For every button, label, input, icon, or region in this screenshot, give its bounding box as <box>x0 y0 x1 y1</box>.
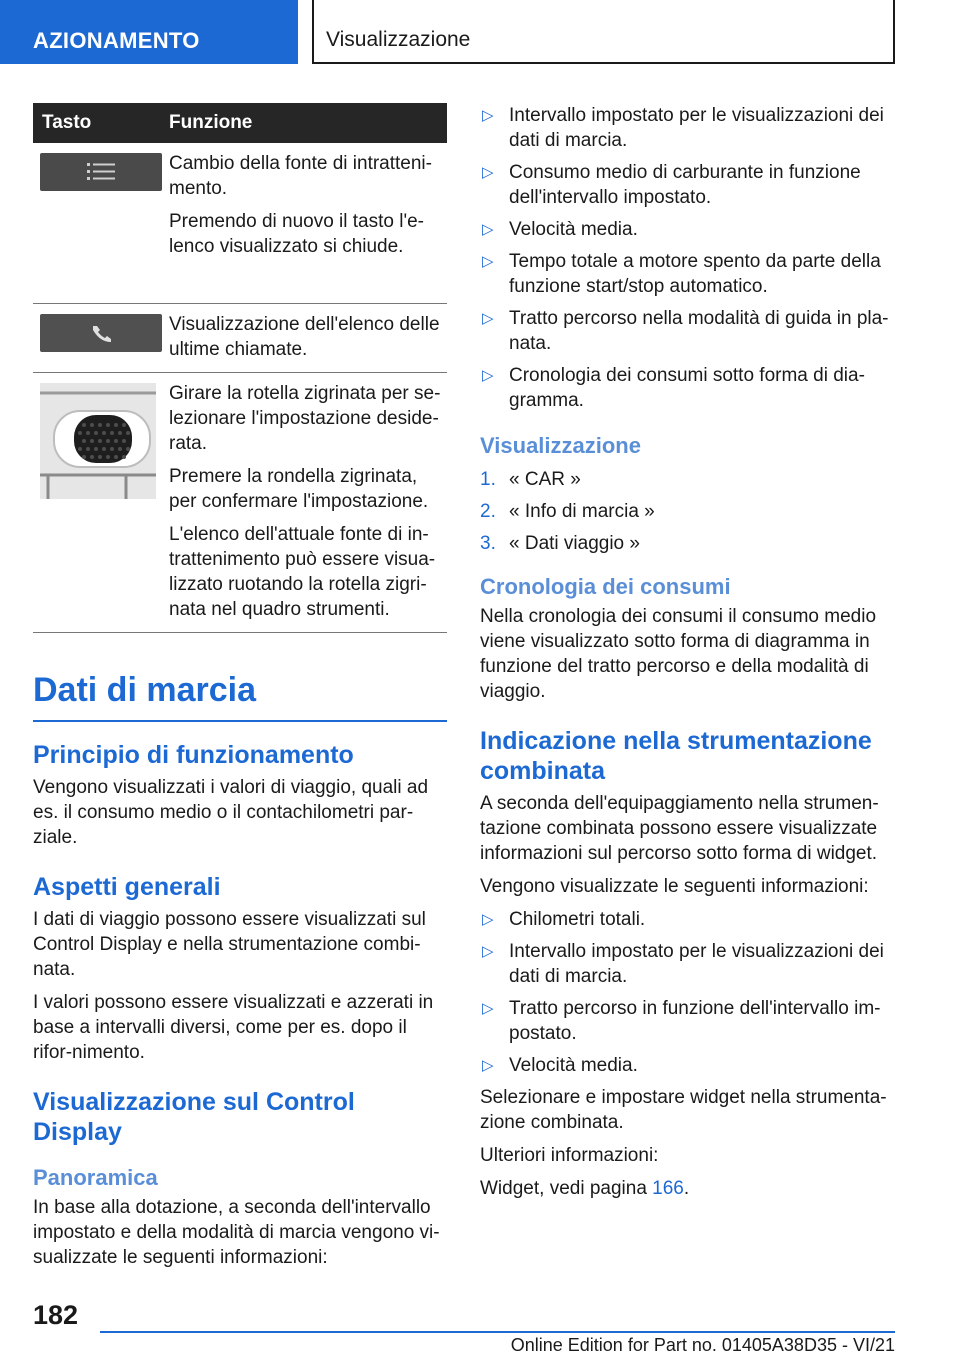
chapter-tab <box>312 0 895 64</box>
list-item: ▷ Tratto percorso in funzione dell'intervallo im-postato. <box>482 998 881 1044</box>
heading-cronologia: Cronologia dei consumi <box>480 574 731 599</box>
paragraph-indicazione-2: Vengono visualizzate le seguenti informazioni: <box>480 876 869 897</box>
table-row <box>33 143 447 303</box>
paragraph-aspetti-1: I dati di viaggio possono essere visualizzati sul Control Display e nella strumentazione combi-nata. <box>33 908 426 980</box>
table-row <box>33 303 447 372</box>
page-number: 182 <box>33 1300 79 1330</box>
triangle-bullet-icon: ▷ <box>482 1057 494 1074</box>
info-list <box>480 103 895 413</box>
paragraph-widget-ref: Widget, vedi pagina 166. <box>480 1178 690 1199</box>
paragraph-panoramica: In base alla dotazione, a seconda dell'intervallo impostato e della modalità di marcia vengono vi-sualizzate le seguenti informazioni: <box>33 1196 440 1268</box>
table-row <box>33 372 447 632</box>
heading-aspetti: Aspetti generali <box>33 872 221 901</box>
chapter-title: Visualizzazione <box>326 28 471 51</box>
list-item: ▷ Velocità media. <box>482 1055 638 1076</box>
section-tab <box>0 0 298 64</box>
triangle-bullet-icon: ▷ <box>482 1000 494 1017</box>
step-item: 2. « Info di marcia » <box>480 501 655 522</box>
heading-indicazione: Indicazione nella strumentazione combinata <box>480 727 872 785</box>
heading-divider <box>33 720 447 722</box>
section-title: AZIONAMENTO <box>33 28 200 53</box>
knurled-wheel-image <box>40 383 156 499</box>
triangle-bullet-icon: ▷ <box>482 164 494 181</box>
phone-icon <box>40 314 162 352</box>
triangle-bullet-icon: ▷ <box>482 107 494 124</box>
page-link[interactable]: 166 <box>652 1178 684 1199</box>
list-item: ▷ Intervallo impostato per le visualizzazioni dei dati di marcia. <box>482 105 884 151</box>
triangle-bullet-icon: ▷ <box>482 943 494 960</box>
list-icon <box>40 153 162 191</box>
triangle-bullet-icon: ▷ <box>482 367 494 384</box>
right-column <box>480 103 895 1201</box>
triangle-bullet-icon: ▷ <box>482 310 494 327</box>
section-heading-dati-di-marcia: Dati di marcia <box>33 670 256 709</box>
list-item: ▷ Velocità media. <box>482 219 638 240</box>
step-item: 1. « CAR » <box>480 469 581 490</box>
footer-divider <box>100 1331 895 1333</box>
table-header-function: Funzione <box>169 103 447 143</box>
table-header-key: Tasto <box>33 103 169 143</box>
paragraph-principio: Vengono visualizzati i valori di viaggio, quali ad es. il consumo medio o il contachilometri par-ziale. <box>33 776 429 848</box>
triangle-bullet-icon: ▷ <box>482 911 494 928</box>
triangle-bullet-icon: ▷ <box>482 221 494 238</box>
paragraph-selezionare: Selezionare e impostare widget nella strumenta-zione combinata. <box>480 1087 887 1133</box>
triangle-bullet-icon: ▷ <box>482 253 494 270</box>
edition-text: Online Edition for Part no. 01405A38D35 - VI/21 <box>510 1335 895 1355</box>
paragraph-ulteriori: Ulteriori informazioni: <box>480 1145 659 1166</box>
steps-list <box>480 467 895 556</box>
paragraph-cronologia: Nella cronologia dei consumi il consumo medio viene visualizzato sotto forma di diagramma in funzione del tratto percorso e della modalità di viaggio. <box>480 606 877 702</box>
list-item: ▷ Tratto percorso nella modalità di guida in pla-nata. <box>482 308 889 354</box>
step-item: 3. « Dati viaggio » <box>480 533 640 554</box>
paragraph-indicazione-1: A seconda dell'equipaggiamento nella strumen-tazione combinata possono essere visualizzate informazioni sul percorso sotto forma di widget. <box>480 793 879 864</box>
paragraph-aspetti-2: I valori possono essere visualizzati e azzerati in base a intervalli diversi, come per es. dopo il rifor-nimento. <box>33 991 434 1063</box>
function-description: Girare la rotella zigrinata per se-lezionare l'impostazione deside-rata. Premere la rondella zigrinata, per confermare l'impostazione. L'elenco dell'attuale fonte di in-trattenimento può essere visua-lizzato ruotando la rotella zigri-nata nel quadro strumenti. <box>169 372 447 632</box>
key-function-table <box>33 103 447 633</box>
list-item: ▷ Tempo totale a motore spento da parte della funzione start/stop automatico. <box>482 251 881 297</box>
heading-visualizzazione-cd: Visualizzazione sul Control Display <box>33 1087 355 1146</box>
function-description: Visualizzazione dell'elenco delle ultime chiamate. <box>169 303 447 372</box>
list-item: ▷ Chilometri totali. <box>482 909 646 930</box>
list-item: ▷ Consumo medio di carburante in funzione dell'intervallo impostato. <box>482 162 861 208</box>
list-item: ▷ Intervallo impostato per le visualizzazioni dei dati di marcia. <box>482 941 884 987</box>
widget-info-list <box>480 907 895 1078</box>
list-item: ▷ Cronologia dei consumi sotto forma di dia-gramma. <box>482 365 865 411</box>
heading-visualizzazione: Visualizzazione <box>480 433 641 458</box>
heading-panoramica: Panoramica <box>33 1164 158 1190</box>
left-column <box>33 103 447 1270</box>
heading-principio: Principio di funzionamento <box>33 740 354 769</box>
function-description: Cambio della fonte di intratteni-mento. Premendo di nuovo il tasto l'e-lenco visualizzato si chiude. <box>169 143 447 303</box>
